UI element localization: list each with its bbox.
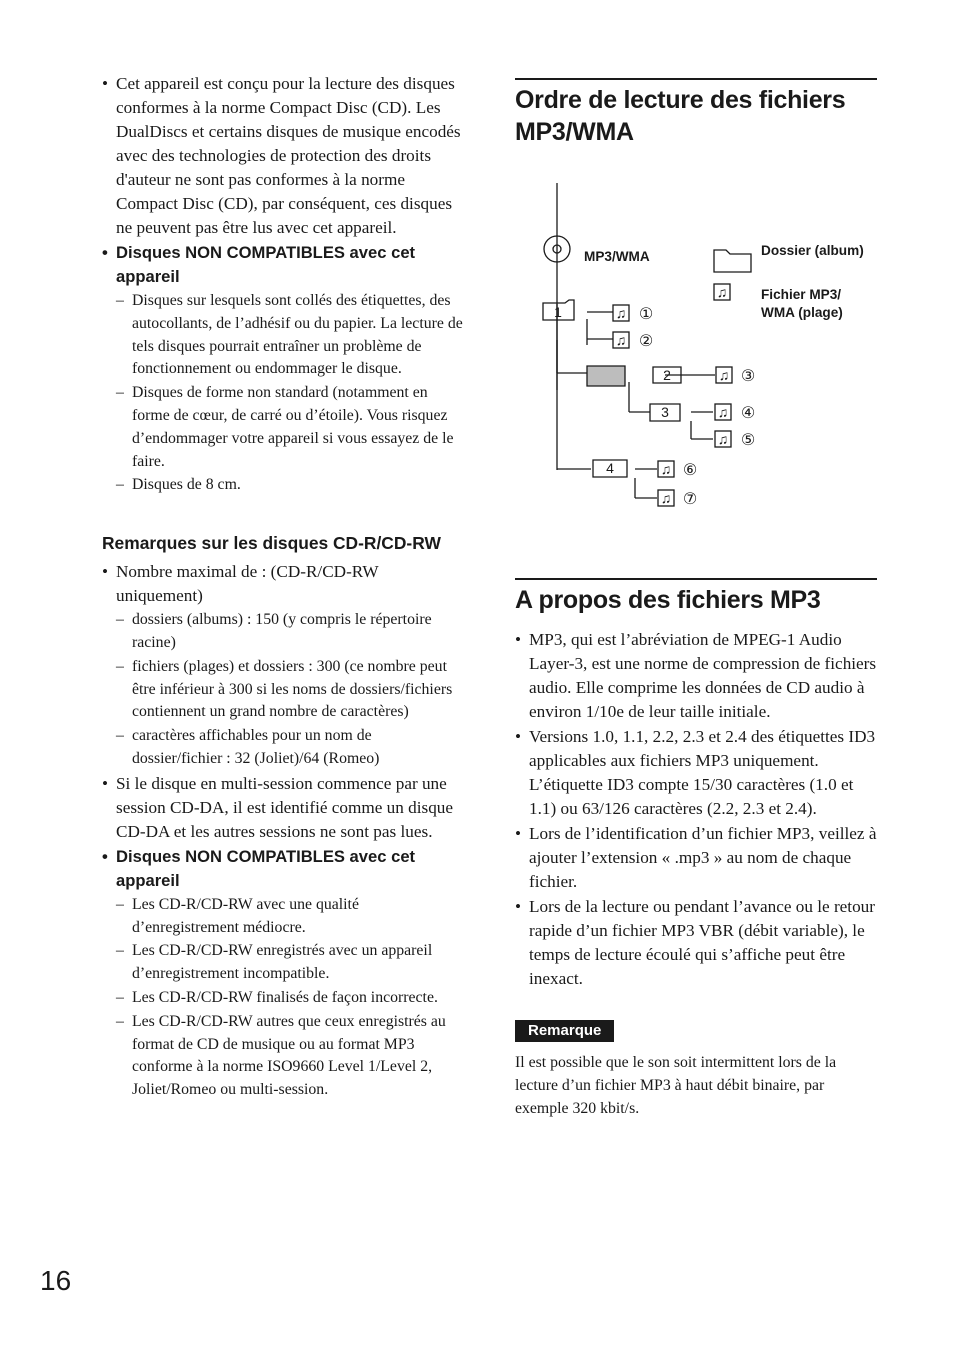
max-item: – fichiers (plages) et dossiers : 300 (ce nombre peut être inférieur à 300 si les noms de dossiers/fichiers contiennent un grand nombre de caractères) <box>102 656 464 724</box>
music-note-icon: ♫ <box>717 404 729 420</box>
incompat-item: – Disques sur lesquels sont collés des étiquettes, des autocollants, de l’adhésif ou du papier. La lecture de tels disques pourrait entraîner un problème de fonctionnement ou endommager le disque. <box>102 290 464 381</box>
music-note-icon: ♫ <box>615 305 627 321</box>
note-text: Il est possible que le son soit intermittent lors de la lecture d’un fichier MP3 à haut débit binaire, par exemple 320 kbit/s. <box>515 1054 837 1117</box>
max-bullet: • Nombre maximal de : (CD-R/CD-RW uniquement) <box>102 560 464 608</box>
track-number: ⑦ <box>682 491 698 508</box>
mp3-bullet: • Lors de l’identification d’un fichier MP3, veillez à ajouter l’extension « .mp3 » au nom de chaque fichier. <box>515 822 877 894</box>
incompat-item: – Disques de 8 cm. <box>102 474 464 497</box>
music-note-icon: ♫ <box>660 461 672 477</box>
track-number: ② <box>638 333 654 350</box>
incompat-item: – Les CD-R/CD-RW autres que ceux enregistrés au format de CD de musique ou au format MP3 conforme à la norme ISO9660 Level 1/Level 2, Joliet/Romeo ou multi-session. <box>102 1011 464 1102</box>
heading-playback-order: Ordre de lecture des fichiers MP3/WMA <box>515 78 877 148</box>
folder-number-4: 4 <box>606 460 614 476</box>
heading-mp3: A propos des fichiers MP3 <box>515 578 877 616</box>
incompat-heading-1: • Disques NON COMPATIBLES avec cet appareil <box>102 241 464 289</box>
legend-folder-label: Dossier (album) <box>761 243 864 258</box>
incompat-item: – Les CD-R/CD-RW avec une qualité d’enregistrement médiocre. <box>102 894 464 940</box>
page-number: 16 <box>40 1265 72 1296</box>
music-note-icon: ♫ <box>717 431 729 447</box>
left-column <box>102 72 464 1103</box>
incompat-item: – Les CD-R/CD-RW enregistrés avec un appareil d’enregistrement incompatible. <box>102 940 464 986</box>
root-label: MP3/WMA <box>584 249 650 264</box>
mp3-bullet: • Lors de la lecture ou pendant l’avance ou le retour rapide d’un fichier MP3 VBR (débit variable), le temps de lecture écoulé qui s’affiche peut être inexact. <box>515 895 877 991</box>
mp3-bullet: • MP3, qui est l’abréviation de MPEG-1 Audio Layer-3, est une norme de compression de fichiers audio. Elle comprime les données de CD audio à environ 1/10e de leur taille initiale. <box>515 628 877 724</box>
folder-number-3: 3 <box>661 404 669 420</box>
max-item: – dossiers (albums) : 150 (y compris le répertoire racine) <box>102 609 464 655</box>
incompat-item: – Disques de forme non standard (notamment en forme de cœur, de carré ou d’étoile). Vous risquez d’endommager votre appareil si vous essayez de le faire. <box>102 382 464 473</box>
cdr-heading: Remarques sur les disques CD-R/CD-RW <box>102 533 441 554</box>
folder-number-2: 2 <box>663 367 671 383</box>
legend-folder-icon <box>714 250 751 272</box>
incompat-item: – Les CD-R/CD-RW finalisés de façon incorrecte. <box>102 987 464 1010</box>
music-note-icon: ♫ <box>718 367 730 383</box>
folder-tree-diagram <box>515 162 877 508</box>
track-number: ⑤ <box>740 432 756 449</box>
max-item: – caractères affichables pour un nom de dossier/fichier : 32 (Joliet)/64 (Romeo) <box>102 725 464 771</box>
legend-file-label: Fichier MP3/ WMA (plage) <box>761 287 843 320</box>
multisession-bullet: • Si le disque en multi-session commence par une session CD-DA, il est identifié comme un disque CD-DA et les autres sessions ne sont pas lues. <box>102 772 464 844</box>
track-number: ④ <box>740 405 756 422</box>
intro-bullet: • Cet appareil est conçu pour la lecture des disques conformes à la norme Compact Disc (CD). Les DualDiscs et certains disques de musique encodés avec des technologies de protection des droits d'auteur ne sont pas conformes à la norme Compact Disc (CD), par conséquent, ces disques ne peuvent pas être lus avec cet appareil. <box>102 72 464 240</box>
music-note-icon: ♫ <box>660 490 672 506</box>
track-number: ① <box>638 306 654 323</box>
mp3-bullet: • Versions 1.0, 1.1, 2.2, 2.3 et 2.4 des étiquettes ID3 applicables aux fichiers MP3 uniquement. L’étiquette ID3 compte 15/30 caractères (1.0 et 1.1) ou 63/126 caractères (2.2, 2.3 et 2.4). <box>515 725 877 821</box>
folder-number-1: 1 <box>554 304 562 320</box>
right-column <box>515 78 877 1120</box>
music-note-icon: ♫ <box>615 332 627 348</box>
incompat-heading-2: • Disques NON COMPATIBLES avec cet appareil <box>102 845 464 893</box>
track-number: ③ <box>740 368 756 385</box>
track-number: ⑥ <box>682 462 698 479</box>
note-badge: Remarque <box>515 1020 614 1042</box>
legend-note-icon: ♫ <box>716 284 728 300</box>
mp3-bullet-list <box>515 628 877 991</box>
